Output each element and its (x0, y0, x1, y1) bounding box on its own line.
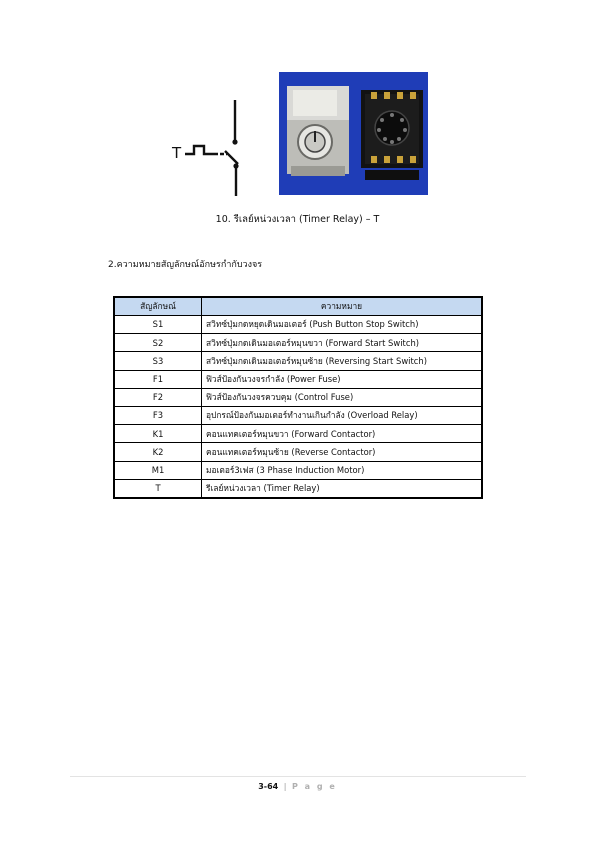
table-row (114, 425, 482, 443)
column-header-meaning: ความหมาย (202, 297, 483, 316)
page-number: 3-64 (258, 782, 279, 791)
symbol-code-cell: S2 (114, 334, 202, 352)
meaning-cell: สวิทซ์ปุ่มกดเดินมอเตอร์หมุนซ้าย (Reversing Start Switch) (202, 352, 483, 370)
meaning-cell: คอนแทคเตอร์หมุนซ้าย (Reverse Contactor) (202, 443, 483, 461)
meaning-cell: รีเลย์หน่วงเวลา (Timer Relay) (202, 479, 483, 498)
table-row (114, 370, 482, 388)
symbol-code-cell: T (114, 479, 202, 498)
symbol-code-cell: K1 (114, 425, 202, 443)
table-row (114, 461, 482, 479)
page-footer (0, 782, 595, 791)
footer-divider (70, 776, 526, 777)
symbol-code-cell: F1 (114, 370, 202, 388)
timer-relay-symbol-figure (170, 98, 250, 198)
meaning-cell: ฟิวส์ป้องกันวงจรกำลัง (Power Fuse) (202, 370, 483, 388)
meaning-cell: สวิทซ์ปุ่มกดเดินมอเตอร์หมุนขวา (Forward Start Switch) (202, 334, 483, 352)
symbol-code-cell: F2 (114, 388, 202, 406)
symbol-code-cell: S3 (114, 352, 202, 370)
table-header-row (114, 297, 482, 316)
table-row (114, 334, 482, 352)
table-row (114, 388, 482, 406)
meaning-cell: ฟิวส์ป้องกันวงจรควบคุม (Control Fuse) (202, 388, 483, 406)
symbol-code-cell: M1 (114, 461, 202, 479)
meaning-cell: คอนแทคเตอร์หมุนขวา (Forward Contactor) (202, 425, 483, 443)
symbol-legend-table (113, 296, 483, 499)
table-row (114, 406, 482, 424)
table-row (114, 316, 482, 334)
meaning-cell: สวิทซ์ปุ่มกดหยุดเดินมอเตอร์ (Push Button Stop Switch) (202, 316, 483, 334)
footer-separator: | (283, 782, 287, 791)
symbol-code-cell: K2 (114, 443, 202, 461)
meaning-cell: อุปกรณ์ป้องกันมอเตอร์ทำงานเกินกำลัง (Overload Relay) (202, 406, 483, 424)
figure-caption: 10. รีเลย์หน่วงเวลา (Timer Relay) – T (215, 214, 380, 225)
section-heading: 2.ความหมายสัญลักษณ์อักษรกำกับวงจร (108, 260, 263, 270)
table-row (114, 479, 482, 498)
symbol-code-cell: F3 (114, 406, 202, 424)
column-header-symbol: สัญลักษณ์ (114, 297, 202, 316)
timer-relay-photo (279, 72, 428, 195)
table-row (114, 443, 482, 461)
table-row (114, 352, 482, 370)
symbol-letter: T (172, 144, 182, 162)
symbol-code-cell: S1 (114, 316, 202, 334)
meaning-cell: มอเตอร์3เฟส (3 Phase Induction Motor) (202, 461, 483, 479)
page-word: P a g e (292, 782, 337, 791)
